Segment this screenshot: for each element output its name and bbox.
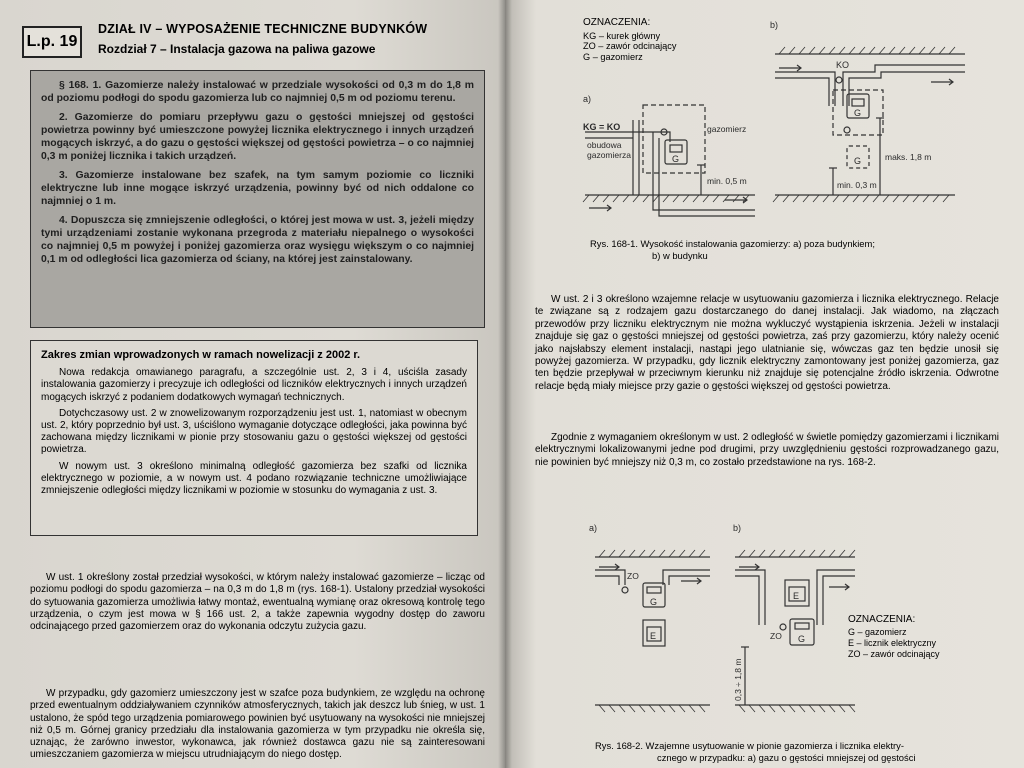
commentary-paragraph-1 [30, 572, 485, 633]
lp-number-box: L.p. 19 [22, 26, 82, 58]
zo-label-a: ZO [627, 571, 639, 581]
chapter-heading: DZIAŁ IV – WYPOSAŻENIE TECHNICZNE BUDYNKÓW [98, 22, 428, 36]
body-text: W ust. 2 i 3 określono wzajemne relacje w usytuowaniu gazomierza i licznika elektrycznego. Relacje te związane są z rodzajem gazu dostarczanego do danej instalacji. Jak wiadomo, na złączach przewodów przy liczniku elektrycznym nie można wykluczyć wystąpienia iskrzenia. Jeżeli w instalacji znajduje się gaz o gęstości mniejszej od gęstości powietrza, zaś przy gazomierzu, który należy ocenić jako najsłabszy element instalacji, nastąpi jego ulatnianie się, wówczas gaz ten będzie unosił się powyżej gazomierza. W przypadku, gdy licznik elektryczny zamontowany jest poniżej gazomierza, gaz ten będzie przepływał w przeciwnym kierunku niż znajduje się potencjalne źródło iskrzenia. Odwrotne relacje będą miały miejsce przy gazie o gęstości większej od gęstości powietrza. [535, 294, 999, 392]
regulation-paragraph: § 168. 1. Gazomierze należy instalować w przedziale wysokości od 0,3 m do 1,8 m od poziomu podłogi do spodu gazomierza lub co najmniej 0,5 m od poziomu terenu. [41, 80, 474, 104]
legend-item: KG – kurek główny [583, 30, 661, 41]
figure2-caption [595, 740, 995, 764]
amendments-paragraph: Nowa redakcja omawianego paragrafu, a szczególnie ust. 2, 3 i 4, uściśla zasady instalowania gazomierzy i precyzuje ich odległości od liczników elektrycznych i innych urządzeń mogących iskrzyć z podaniem dodatkowych wymagań technicznych. [41, 367, 467, 403]
meter-e-b: E [793, 591, 800, 601]
housing-label-2: gazomierza [587, 150, 631, 160]
amendments-box [30, 340, 478, 536]
min-03-label: min. 0,3 m [837, 180, 877, 190]
book-gutter [498, 0, 512, 768]
right-commentary-2 [535, 432, 999, 469]
regulation-paragraph: 4. Dopuszcza się zmniejszenie odległości, o której jest mowa w ust. 3, jeżeli między tymi urządzeniami zostanie wykonana przegroda z materiału niepalnego o wysokości co najmniej 0,5 m powyżej i poniżej gazomierza oraz wysięgu większym o co najmniej 0,1 m od odległości lica gazomierza od ściany, na której jest zainstalowany. [41, 215, 474, 265]
legend-item: G – gazomierz [583, 51, 643, 62]
zo-label-b: ZO [770, 631, 782, 641]
legend-item: G – gazomierz [848, 627, 907, 637]
meter-g-a: G [672, 154, 680, 164]
ko-label: KO [836, 60, 850, 70]
legend-item: ZO – zawór odcinający [583, 41, 677, 51]
legend-title: OZNACZENIA: [848, 614, 916, 625]
figure-168-1-diagram [575, 10, 975, 235]
caption-line: Rys. 168-1. Wysokość instalowania gazomierzy: a) poza budynkiem; [590, 238, 875, 249]
meter-g-dashed: G [854, 156, 862, 166]
caption-line: cznego w przypadku: a) gazu o gęstości mniejszej od gęstości [657, 752, 916, 763]
regulation-paragraph: 3. Gazomierze instalowane bez szafek, na tym samym poziomie co liczniki elektryczne lub inne mogące iskrzyć urządzenia, powinny być od nich oddalone co najmniej o 1 m. [41, 170, 474, 207]
meter-g-b: G [854, 108, 862, 118]
figure2-label-b: b) [733, 523, 742, 533]
meter-callout: gazomierz [707, 124, 747, 134]
commentary-paragraph-2 [30, 688, 485, 768]
min-05-label: min. 0,5 m [707, 176, 747, 186]
legend-item: E – licznik elektryczny [848, 638, 937, 648]
regulation-text-box [30, 70, 485, 328]
figure2-label-a: a) [589, 523, 598, 533]
figure-168-2-diagram [585, 515, 865, 730]
right-commentary-1 [535, 294, 999, 393]
meter-g-a: G [650, 597, 658, 607]
meter-g-b: G [798, 634, 806, 644]
housing-label: obudowa [587, 140, 622, 150]
caption-line: Rys. 168-2. Wzajemne usytuowanie w pionie gazomierza i licznika elektry- [595, 740, 904, 751]
body-text: W ust. 1 określony został przedział wysokości, w którym należy instalować gazomierze – licząc od poziomu podłogi do spodu gazomierza – na 0,3 m do 1,8 m (rys. 168-1). Ustalony przedział wysokości do sytuowania gazomierza umożliwia łatwy montaż, ewentualną wymianę oraz okresową kontrolę tego urządzenia, o czym jest mowa w § 166 ust. 2, a także zapewnia wygodny dostęp do zaworu odcinającego przed gazomierzem oraz do wykonania odczytu zużycia gazu. [30, 572, 485, 633]
kg-ko-label: KG = KO [583, 122, 621, 132]
legend-item: ZO – zawór odcinający [848, 649, 940, 659]
section-heading: Rozdział 7 – Instalacja gazowa na paliwa gazowe [98, 42, 376, 56]
meter-e-a: E [650, 631, 657, 641]
max-18-label: maks. 1,8 m [885, 152, 932, 162]
legend-title: OZNACZENIA: [583, 17, 651, 28]
amendments-paragraph: Dotychczasowy ust. 2 w znowelizowanym rozporządzeniu jest ust. 1, natomiast w obecnym ust. 2, który poprzednio był ust. 3, uściślono wymaganie dotyczące odległości, jaka powinna być zachowana między licznikami w pionie przy stosowaniu gazu o gęstości większej od gęstości powietrza. [41, 407, 467, 456]
body-text: Zgodnie z wymaganiem określonym w ust. 2 odległość w świetle pomiędzy gazomierzami i licznikami elektrycznymi lokalizowanymi jedne pod drugimi, przy uwzględnieniu gęstości rozprowadzanego gazu, nie powinien być mniejszy niż 0,3 m, co zostało przedstawione na rys. 168-2. [535, 432, 999, 468]
amendments-title: Zakres zmian wprowadzonych w ramach nowelizacji z 2002 r. [41, 349, 361, 361]
figure1-label-b: b) [770, 20, 779, 30]
figure2-legend [848, 614, 940, 660]
range-label: 0,3 ÷ 1,8 m [733, 658, 743, 701]
figure1-label-a: a) [583, 94, 592, 104]
caption-line: b) w budynku [652, 250, 708, 261]
body-text: W przypadku, gdy gazomierz umieszczony jest w szafce poza budynkiem, ze względu na ochronę przed ewentualnym oddziaływaniem czynników atmosferycznych, takich jak deszcz lub śnieg, w ust. 1 ustalono, że spód tego urządzenia pomiarowego powinien być usytuowany na wysokości nie mniejszej niż 0,5 m. Górnej granicy przedziału dla instalowania gazomierza w tym przypadku nie określa się, uznając, że zarówno inwestor, wykonawca, jak również dostawca gazu nie są zainteresowani umieszczaniem gazomierza w miejscu utrudniającym do niego dostęp. [30, 688, 485, 761]
regulation-paragraph: 2. Gazomierze do pomiaru przepływu gazu o gęstości mniejszej od gęstości powietrza powinny być umieszczone powyżej licznika elektrycznego i innych urządzeń mogących iskrzyć, a do gazu o gęstości większej od gęstości powietrza – o co najmniej 0,3 m poniżej licznika i takich urządzeń. [41, 112, 474, 162]
amendments-paragraph: W nowym ust. 3 określono minimalną odległość gazomierza bez szafki od licznika elektrycznego w poziomie, a w nowym ust. 4 podano rozwiązanie techniczne umożliwiające zmniejszenie odległości między licznikami w poziomie w stosunku do wymagania z ust. 3. [41, 460, 467, 497]
figure1-caption [590, 238, 970, 262]
